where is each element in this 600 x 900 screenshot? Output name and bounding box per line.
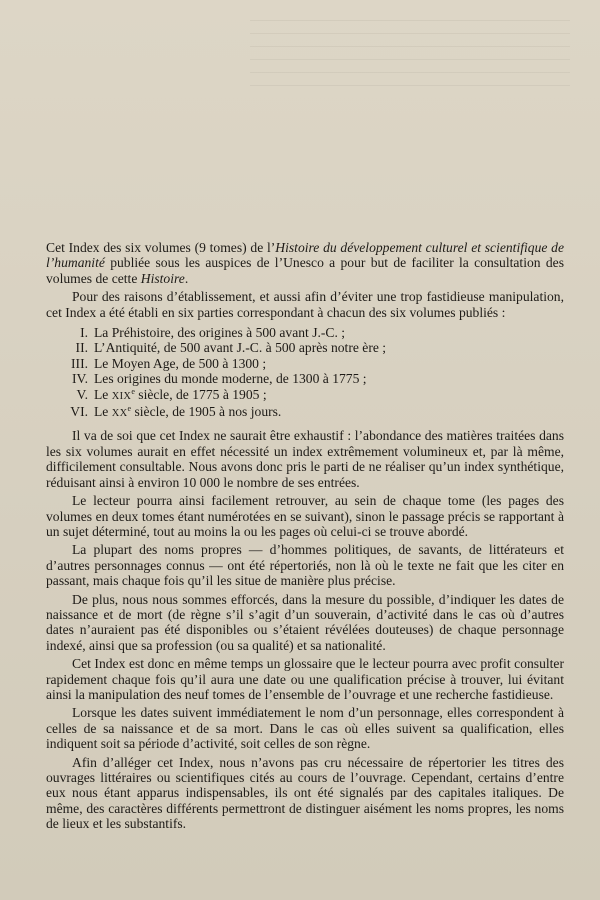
text-run: siècle, de 1905 à nos jours. — [131, 404, 282, 420]
book-title-italic: Histoire du développement culturel et scientifique de l’humanité — [46, 240, 564, 271]
list-item — [46, 387, 564, 404]
list-item — [46, 325, 564, 340]
show-through-text — [250, 20, 570, 90]
list-number: I. — [80, 325, 88, 341]
text-run: publiée sous les auspices de l’Unesco a pour but de faciliter la consultation des volumes de cette — [46, 255, 564, 286]
superscript: e — [127, 404, 132, 414]
paragraph-exhaustive: Il va de soi que cet Index ne saurait être exhaustif : l’abondance des matières traitées dans les six volumes aurait en effet nécessité un index extrêmement volumineux et, par là même, difficilement consultable. Nous avons donc pris le parti de ne réaliser qu’un index synthétique, réduisant ainsi à environ 10 000 le nombre de ses entrées. — [46, 428, 564, 490]
list-number: VI. — [70, 404, 88, 420]
paragraph-reader: Le lecteur pourra ainsi facilement retrouver, au sein de chaque tome (les pages des volumes en deux tomes étant numérotées en se suivant), sinon le passage précis se rapportant à un sujet déterminé, tout au moins la ou les pages où celui-ci se trouve abordé. — [46, 493, 564, 539]
paragraph-date-meaning: Lorsque les dates suivent immédiatement le nom d’un personnage, elles correspondent à celles de sa naissance et de sa mort. Dans le cas où elles suivent sa qualification, elles indiquent soit sa période d’activité, soit celles de son règne. — [46, 705, 564, 752]
volume-list — [46, 325, 564, 421]
list-number: IV. — [72, 371, 88, 387]
text-run: Le — [94, 404, 112, 420]
paragraph-parts: Pour des raisons d’établissement, et aussi afin d’éviter une trop fastidieuse manipulation, cet Index a été établi en six parties correspondant à chacun des six volumes publiés : — [46, 289, 564, 320]
paragraph-proper-names: La plupart des noms propres — d’hommes politiques, de savants, de littérateurs et d’autres personnages connus — ont été répertoriés, non là où le texte ne fait que les citer en passant, mais chaque fois qu’il les situe de manière plus précise. — [46, 542, 564, 589]
list-number: III. — [71, 355, 88, 371]
text-run: siècle, de 1775 à 1905 ; — [134, 386, 267, 402]
list-item — [46, 340, 564, 355]
paragraph-dates: De plus, nous nous sommes efforcés, dans la mesure du possible, d’indiquer les dates de naissance et de mort (de règne s’il s’agit d’un souverain, d’activité dans le cas où d’autres dates n’auraient pas été disponibles ou s’étaient révélées douteuses) de chaque personnage indexé, ainsi que sa profession (ou sa qualité) et sa nationalité. — [46, 591, 564, 653]
list-number: V. — [76, 386, 88, 402]
list-item — [46, 356, 564, 371]
list-text: Le Moyen Age, de 500 à 1300 ; — [94, 355, 267, 371]
text-run: . — [184, 270, 189, 286]
century-numeral: XX — [111, 408, 128, 420]
paragraph-titles: Afin d’alléger cet Index, nous n’avons pas cru nécessaire de répertorier les titres des ouvrages littéraires ou scientifiques cités au cours de l’ouvrage. Cependant, certains d’entre eux nous étant apparus indispensables, ils ont été signalés par des capitales italiques. De même, des caractères différents permettront de distinguer aisément les noms propres, les noms de lieux et les substantifs. — [46, 754, 564, 832]
list-item — [46, 404, 564, 421]
text-run: Cet Index des six volumes (9 tomes) de l’ — [46, 240, 276, 255]
list-text: La Préhistoire, des origines à 500 avant J.-C. ; — [94, 325, 346, 341]
introduction-text — [46, 240, 564, 835]
list-item — [46, 371, 564, 386]
text-run: Le — [94, 386, 112, 402]
paragraph-intro — [46, 240, 564, 286]
list-text — [94, 404, 564, 421]
histoire-italic: Histoire — [140, 270, 185, 286]
paragraph-glossary: Cet Index est donc en même temps un glossaire que le lecteur pourra avec profit consulter rapidement chaque fois qu’il aura une date ou une qualification précise à trouver, lui évitant ainsi la manipulation des neuf tomes de l’ensemble de l’ouvrage et une recherche fastidieuse. — [46, 656, 564, 702]
superscript: e — [131, 386, 135, 396]
list-text: L’Antiquité, de 500 avant J.-C. à 500 après notre ère ; — [94, 340, 387, 356]
list-text — [94, 387, 564, 404]
list-number: II. — [75, 340, 88, 356]
century-numeral: XIX — [111, 390, 132, 402]
list-text: Les origines du monde moderne, de 1300 à 1775 ; — [94, 371, 367, 387]
